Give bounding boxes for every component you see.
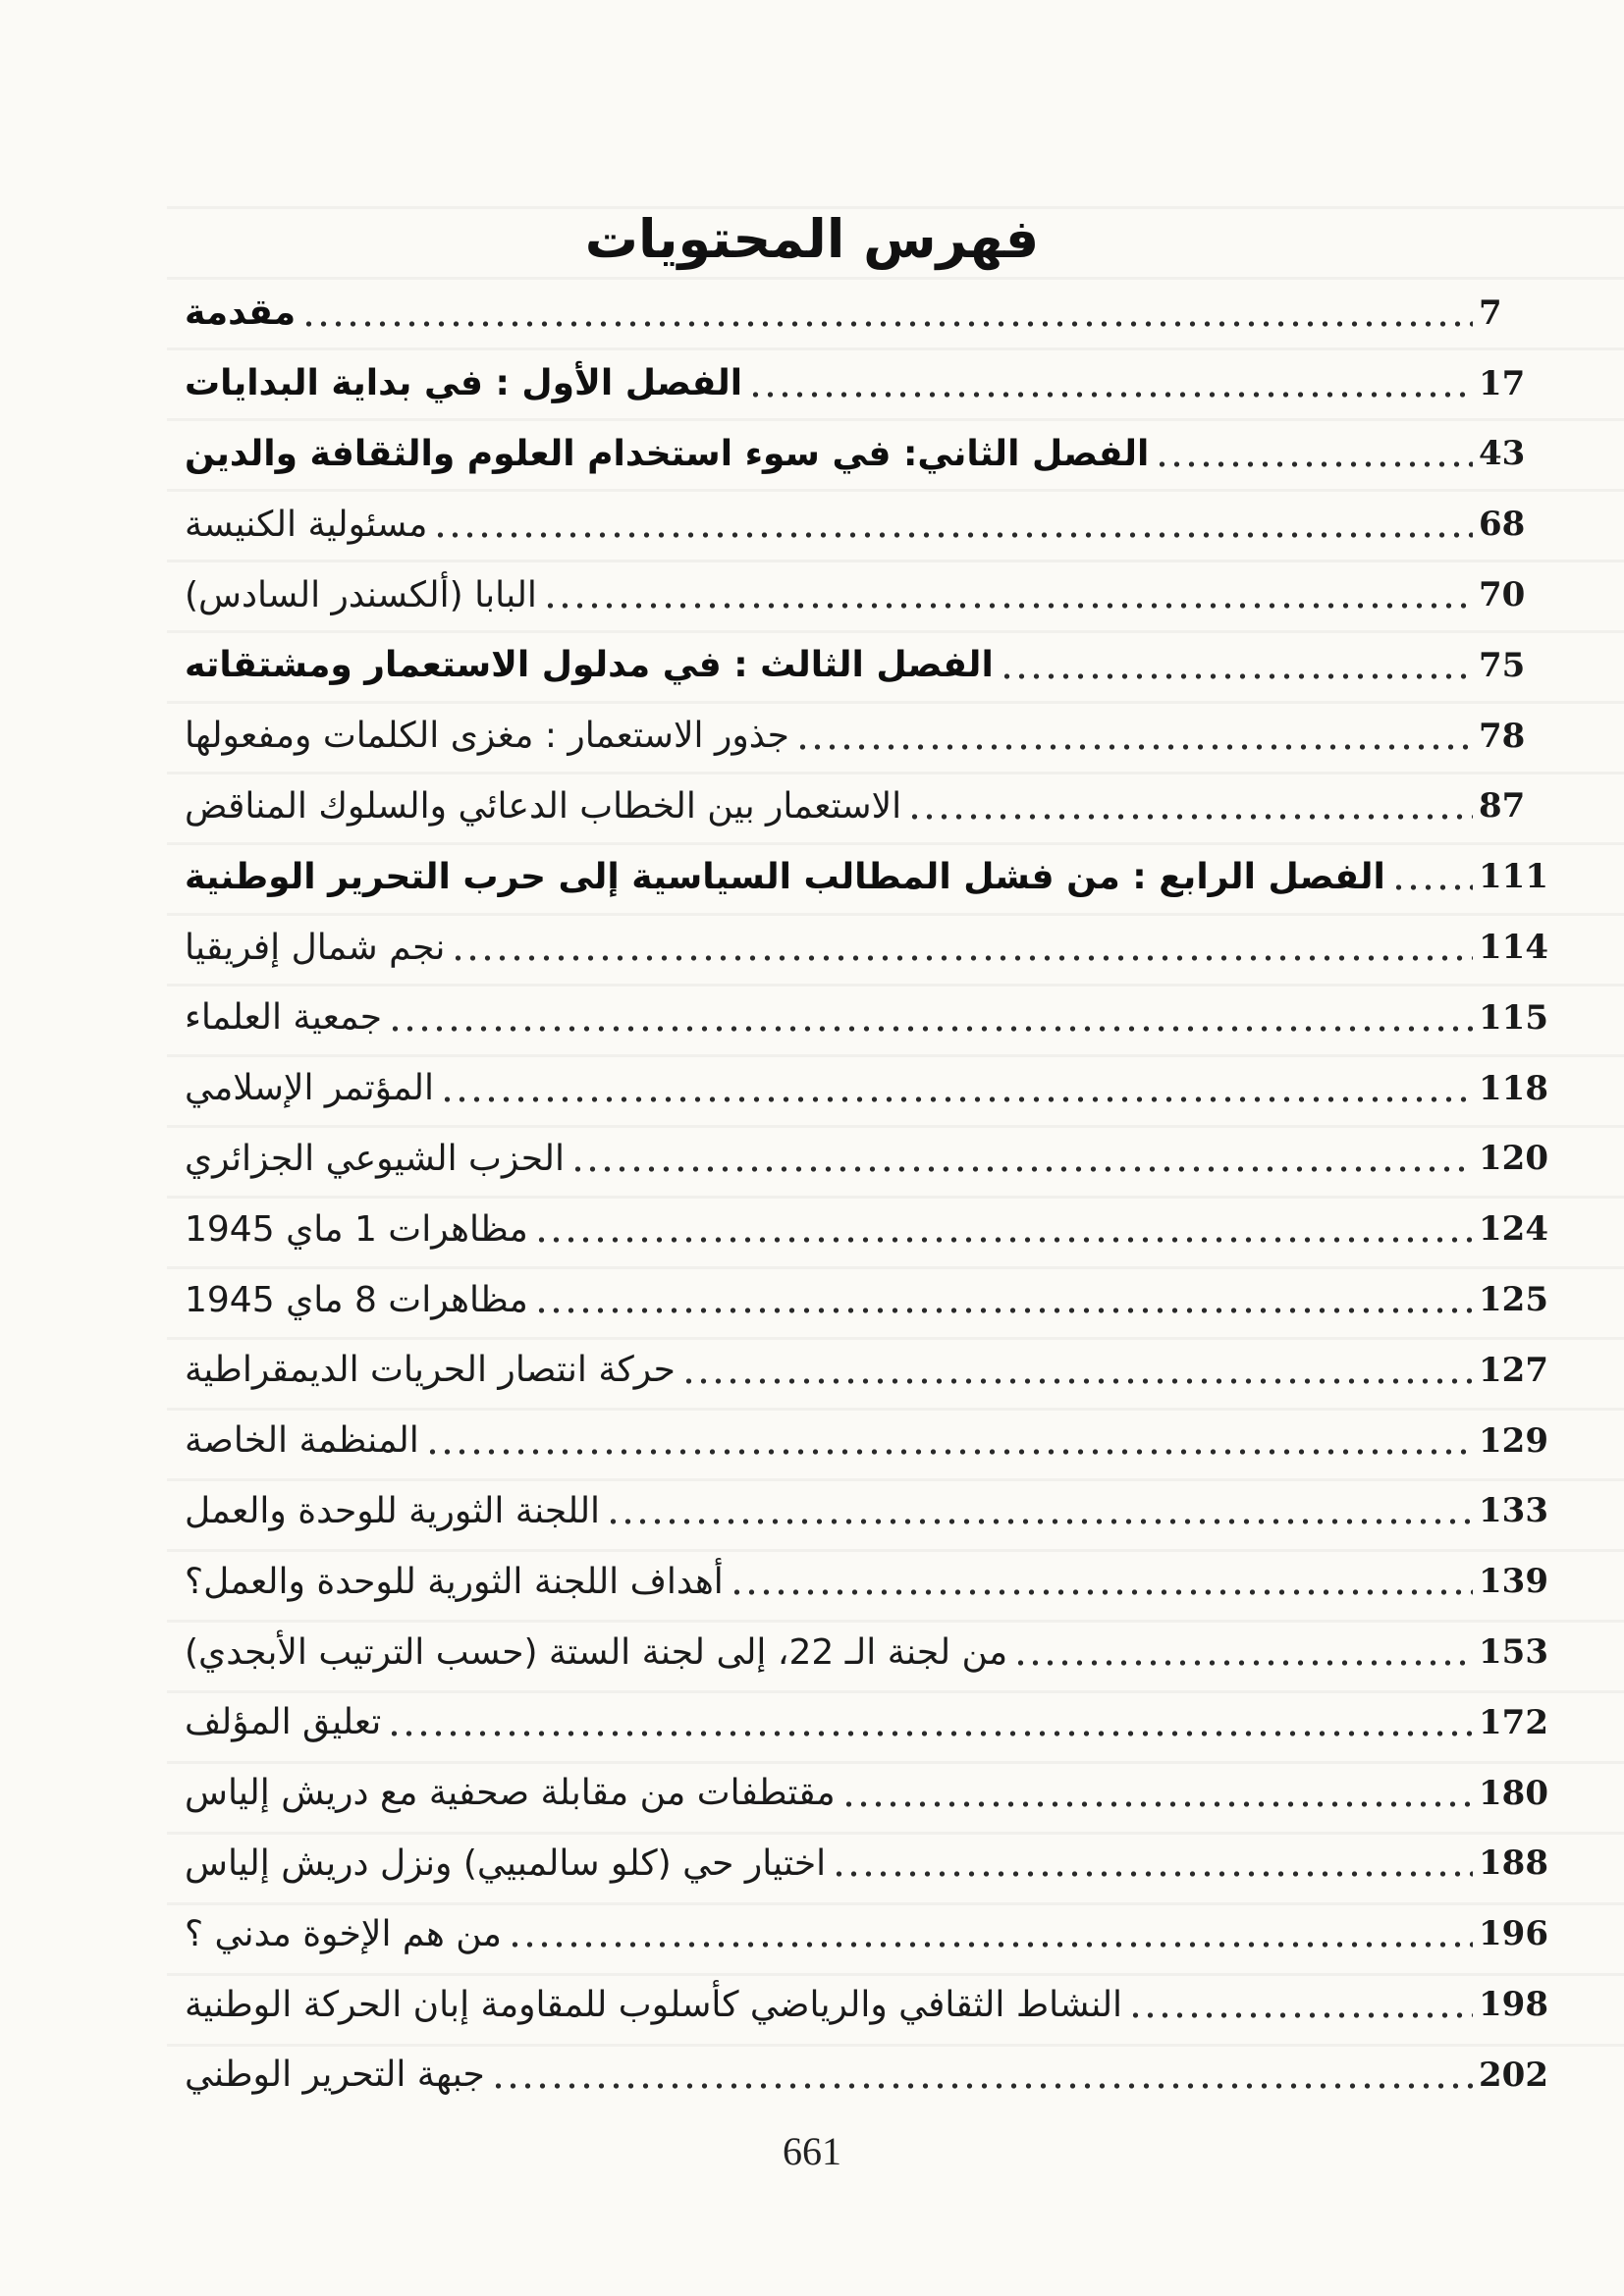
dot-leader (451, 952, 1473, 964)
toc-entry-title: المؤتمر الإسلامي (185, 1068, 434, 1109)
toc-entry-page-number: 118 (1479, 1068, 1548, 1108)
dot-leader (440, 1094, 1473, 1105)
toc-entry-page-number: 43 (1479, 434, 1526, 474)
dot-leader (388, 1023, 1473, 1035)
toc-entry-page-number: 111 (1479, 857, 1548, 897)
toc-entry-page-number: 202 (1479, 2055, 1548, 2095)
toc-entry (175, 1758, 1549, 1829)
toc-entry-title: المنظمة الخاصة (185, 1420, 419, 1462)
toc-entry-title: مقتطفات من مقابلة صحفية مع دريش إلياس (185, 1773, 836, 1814)
toc-entry-title: مقدمة (185, 293, 297, 334)
toc-entry-page-number: 127 (1479, 1350, 1548, 1390)
toc-entry-page-number: 129 (1479, 1420, 1548, 1461)
dot-leader (1000, 670, 1473, 682)
dot-leader (681, 1375, 1473, 1387)
toc-entry (175, 348, 1549, 419)
toc-entry (175, 1124, 1549, 1195)
toc-entry (175, 1687, 1549, 1758)
table-of-contents (175, 278, 1549, 2110)
page-title: فهرس المحتويات (584, 208, 1040, 271)
toc-entry-title: البابا (ألكسندر السادس) (185, 574, 537, 615)
toc-entry-page-number: 78 (1479, 716, 1526, 756)
toc-entry-page-number: 68 (1479, 505, 1526, 545)
toc-entry-title: جذور الاستعمار : مغزى الكلمات ومفعولها (185, 716, 789, 757)
toc-entry (175, 1476, 1549, 1547)
dot-leader (534, 1305, 1473, 1316)
dot-leader (301, 318, 1473, 330)
toc-entry (175, 630, 1549, 701)
toc-entry-title: تعليق المؤلف (185, 1702, 382, 1743)
dot-leader (570, 1163, 1473, 1175)
toc-entry-title: من لجنة الـ 22، إلى لجنة الستة (حسب الترتيب الأبجدي) (185, 1631, 1008, 1673)
toc-entry-page-number: 87 (1479, 786, 1526, 827)
toc-entry-page-number: 7 (1479, 293, 1502, 333)
dot-leader (491, 2080, 1473, 2092)
toc-entry (175, 560, 1549, 630)
dot-leader (543, 600, 1473, 612)
toc-entry (175, 489, 1549, 560)
dot-leader (433, 529, 1473, 541)
toc-entry (175, 1053, 1549, 1124)
toc-entry (175, 2040, 1549, 2110)
toc-entry (175, 1898, 1549, 1969)
dot-leader (795, 741, 1473, 753)
toc-entry-page-number: 125 (1479, 1280, 1548, 1320)
toc-entry-page-number: 17 (1479, 363, 1526, 403)
dot-leader (730, 1586, 1473, 1598)
toc-entry-title: الاستعمار بين الخطاب الدعائي والسلوك المناقض (185, 785, 902, 827)
toc-entry (175, 1829, 1549, 1899)
toc-entry (175, 1969, 1549, 2040)
dot-leader (425, 1446, 1473, 1458)
toc-entry-page-number: 124 (1479, 1209, 1548, 1250)
toc-entry-title: نجم شمال إفريقيا (185, 927, 446, 968)
toc-entry (175, 912, 1549, 983)
toc-entry-title: جبهة التحرير الوطني (185, 2055, 485, 2096)
dot-leader (387, 1728, 1473, 1739)
toc-entry (175, 419, 1549, 490)
toc-entry-title: أهداف اللجنة الثورية للوحدة والعمل؟ (185, 1561, 724, 1602)
toc-entry-title: مسئولية الكنيسة (185, 504, 428, 545)
toc-entry-page-number: 133 (1479, 1491, 1548, 1531)
toc-entry (175, 701, 1549, 772)
toc-entry-title: الفصل الثاني: في سوء استخدام العلوم والثقافة والدين (185, 433, 1150, 474)
dot-leader (748, 389, 1473, 400)
toc-entry-title: الفصل الثالث : في مدلول الاستعمار ومشتقاته (185, 645, 994, 686)
toc-entry-title: حركة انتصار الحريات الديمقراطية (185, 1350, 676, 1391)
toc-entry-title: اختيار حي (كلو سالمبيي) ونزل دريش إلياس (185, 1842, 827, 1884)
toc-entry-page-number: 188 (1479, 1843, 1548, 1884)
toc-entry-page-number: 114 (1479, 928, 1548, 968)
toc-entry-page-number: 172 (1479, 1702, 1548, 1742)
toc-entry (175, 1264, 1549, 1335)
dot-leader (1391, 881, 1473, 893)
toc-entry-page-number: 115 (1479, 997, 1548, 1038)
toc-entry-page-number: 120 (1479, 1139, 1548, 1179)
toc-entry-page-number: 153 (1479, 1632, 1548, 1673)
toc-entry-page-number: 180 (1479, 1773, 1548, 1813)
toc-entry (175, 1546, 1549, 1617)
toc-entry-page-number: 139 (1479, 1562, 1548, 1602)
dot-leader (534, 1234, 1473, 1246)
dot-leader (841, 1798, 1473, 1810)
dot-leader (1155, 458, 1473, 470)
toc-entry (175, 1335, 1549, 1406)
toc-entry-page-number: 70 (1479, 575, 1526, 615)
toc-entry (175, 1617, 1549, 1687)
toc-entry-title: الحزب الشيوعي الجزائري (185, 1138, 566, 1179)
toc-entry-page-number: 196 (1479, 1914, 1548, 1954)
dot-leader (508, 1939, 1473, 1950)
toc-entry (175, 841, 1549, 912)
toc-entry-title: مظاهرات 1 ماي 1945 (185, 1208, 528, 1250)
toc-entry-title: جمعية العلماء (185, 997, 383, 1039)
dot-leader (1013, 1657, 1473, 1669)
dot-leader (832, 1868, 1473, 1880)
dot-leader (907, 811, 1473, 823)
toc-entry-title: النشاط الثقافي والرياضي كأسلوب للمقاومة إبان الحركة الوطنية (185, 1984, 1123, 2025)
toc-entry-title: اللجنة الثورية للوحدة والعمل (185, 1490, 601, 1531)
toc-entry (175, 278, 1549, 348)
toc-entry-title: الفصل الأول : في بداية البدايات (185, 363, 743, 404)
toc-entry-page-number: 75 (1479, 645, 1526, 685)
toc-entry (175, 983, 1549, 1053)
toc-entry (175, 1194, 1549, 1264)
toc-entry-title: من هم الإخوة مدني ؟ (185, 1913, 502, 1954)
dot-leader (606, 1516, 1473, 1527)
toc-entry (175, 1406, 1549, 1476)
toc-entry-page-number: 198 (1479, 1985, 1548, 2025)
toc-entry-title: الفصل الرابع : من فشل المطالب السياسية إلى حرب التحرير الوطنية (185, 856, 1385, 897)
dot-leader (1128, 2009, 1473, 2021)
toc-entry-title: مظاهرات 8 ماي 1945 (185, 1279, 528, 1320)
page-number: 661 (783, 2129, 841, 2173)
toc-entry (175, 772, 1549, 842)
